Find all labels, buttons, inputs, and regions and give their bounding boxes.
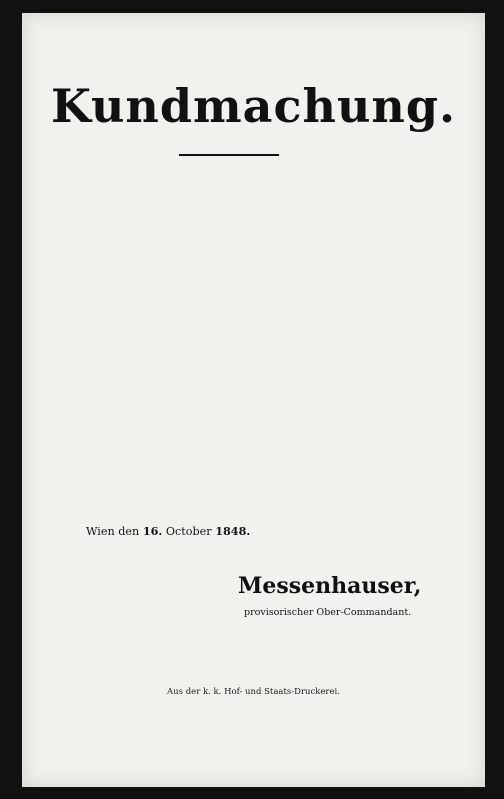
date-line — [86, 524, 250, 538]
signature-title: provisorischer Ober-Commandant. — [244, 607, 412, 618]
signature-name: Messenhauser, — [238, 573, 422, 599]
title-divider — [179, 154, 279, 156]
date-prefix: Wien den — [86, 525, 140, 538]
printer-imprint: Aus der k. k. Hof- und Staats-Druckerei. — [167, 687, 340, 697]
date-day: 16. — [142, 524, 163, 538]
date-year: 1848. — [215, 524, 251, 538]
date-month: October — [165, 525, 212, 538]
document-title: Kundmachung. — [50, 79, 457, 133]
proclamation-sheet — [22, 13, 485, 787]
bleed-through-text — [232, 153, 447, 177]
